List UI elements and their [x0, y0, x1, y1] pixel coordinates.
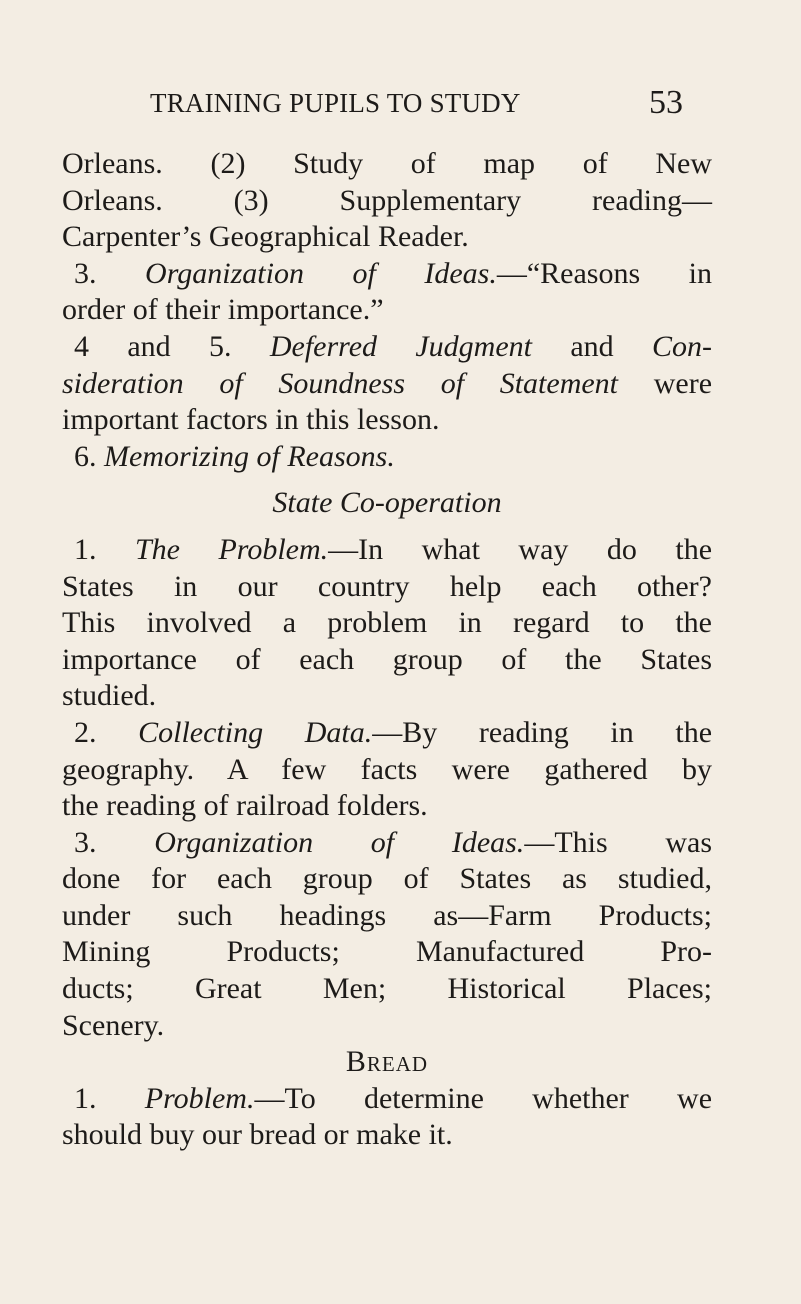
text-line: the reading of railroad folders. [62, 789, 428, 823]
step-text: —By reading in the [372, 715, 713, 749]
text-line: done for each group of States as studied, [62, 862, 712, 896]
numbered-step [62, 1081, 712, 1118]
step-title: Con- [652, 329, 713, 363]
step-title: Collecting Data. [138, 715, 373, 749]
text-line: Mining Products; Manufactured Pro- [62, 935, 712, 969]
text-line: Carpenter’s Geographical Reader. [62, 220, 469, 254]
text-line: Scenery. [62, 1008, 165, 1042]
step-title: Organization of Ideas. [154, 825, 525, 859]
section-heading-state-cooperation: State Co-operation [272, 486, 502, 520]
step-number: 1. [74, 532, 97, 566]
text-line: should buy our bread or make it. [62, 1118, 453, 1152]
text-line: Orleans. (3) Supplementary reading— [62, 183, 712, 217]
page-header [0, 84, 801, 124]
step-number: 3. [74, 256, 97, 290]
numbered-step [62, 715, 712, 752]
section-heading-bread: Bread [345, 1045, 429, 1079]
step-title: Deferred Judgment [269, 329, 532, 363]
step-number: 4 and 5. [74, 329, 232, 363]
step-title: sideration of Soundness of Statement [62, 366, 619, 400]
step-title: Problem. [144, 1081, 255, 1115]
step-number: 1. [74, 1081, 97, 1115]
text-line: States in our country help each other? [62, 569, 712, 603]
numbered-step [62, 532, 712, 569]
text-line: important factors in this lesson. [62, 403, 440, 437]
step-text: —To determine whether we [254, 1081, 713, 1115]
numbered-step [62, 825, 712, 862]
text-line: ducts; Great Men; Historical Places; [62, 972, 712, 1006]
step-title: The Problem. [134, 532, 329, 566]
text-line: Orleans. (2) Study of map of New [62, 147, 712, 180]
step-number: 2. [74, 715, 97, 749]
text-line: studied. [62, 679, 157, 713]
step-number: 6. [74, 439, 97, 473]
text-line: This involved a problem in regard to the [62, 606, 712, 640]
step-text: were [653, 366, 713, 400]
body-text [62, 146, 712, 1154]
step-title: Memorizing of Reasons. [104, 439, 395, 473]
step-text: and [570, 329, 614, 363]
numbered-step [62, 256, 712, 293]
step-text: —“Reasons in [496, 256, 712, 290]
text-line: geography. A few facts were gathered by [62, 752, 712, 786]
text-line: importance of each group of the States [62, 642, 712, 676]
numbered-step [62, 329, 712, 366]
text-line: under such headings as—Farm Products; [62, 898, 712, 932]
step-title: Organization of Ideas. [145, 256, 497, 290]
step-number: 3. [74, 825, 97, 859]
text-line: order of their importance.” [62, 293, 384, 327]
step-text: —This was [524, 825, 712, 859]
running-head: TRAINING PUPILS TO STUDY [150, 88, 521, 118]
page-number: 53 [649, 84, 683, 121]
text-line [62, 366, 712, 403]
numbered-step [62, 439, 712, 476]
step-text: —In what way do the [328, 532, 713, 566]
